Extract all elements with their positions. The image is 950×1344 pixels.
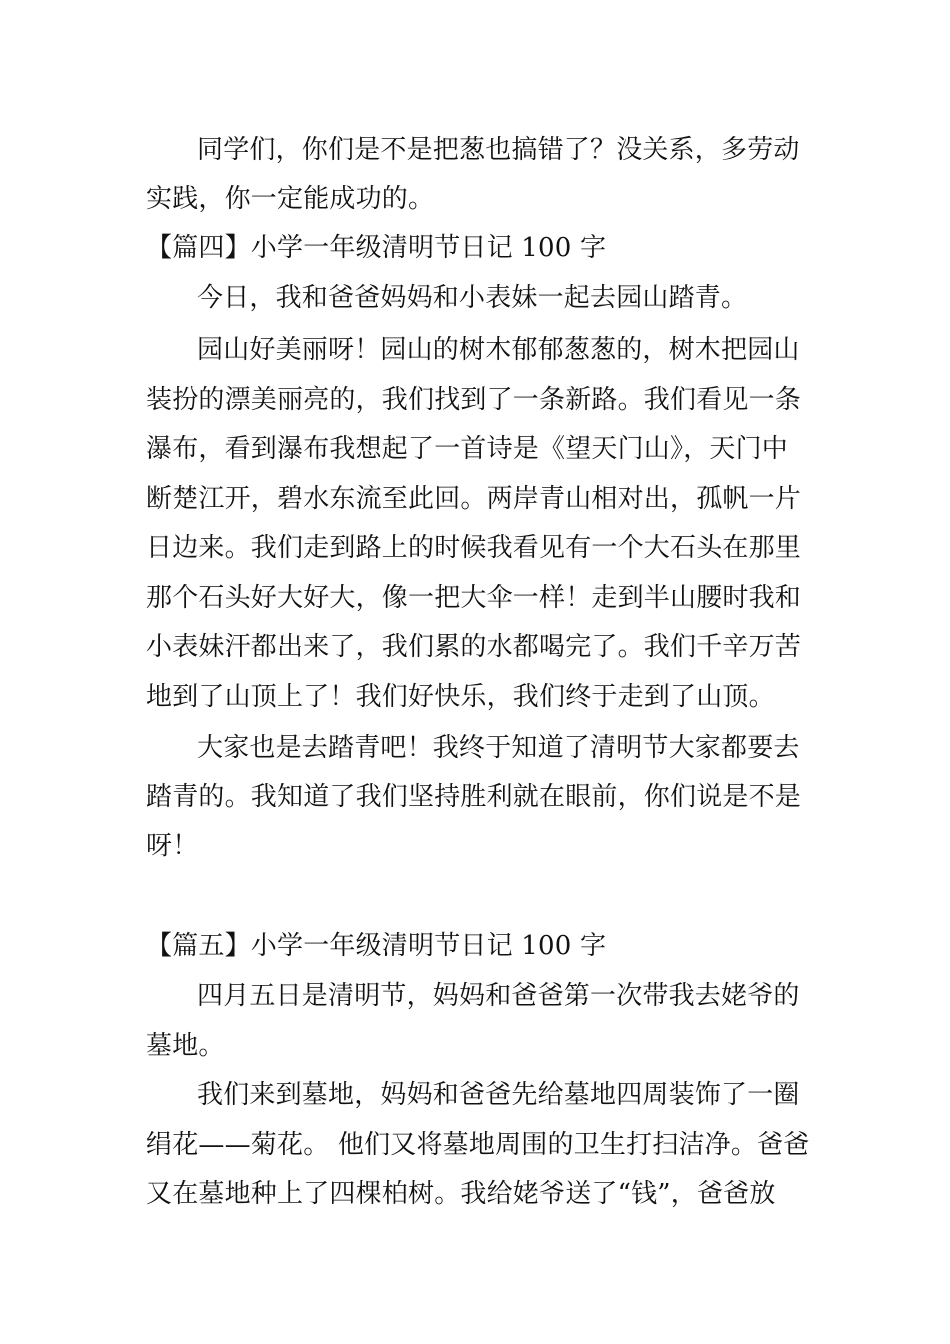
paragraph-line: 那个石头好大好大，像一把大伞一样！走到半山腰时我和 [146, 583, 802, 613]
paragraph-line: 断楚江开，碧水东流至此回。两岸青山相对出，孤帆一片 [146, 484, 802, 514]
paragraph-line: 日边来。我们走到路上的时候我看见有一个大石头在那里 [146, 533, 802, 563]
paragraph-line: 大家也是去踏青吧！我终于知道了清明节大家都要去 [197, 733, 800, 763]
paragraph-line: 装扮的漂美丽亮的，我们找到了一条新路。我们看见一条 [146, 385, 802, 415]
paragraph-line: 同学们，你们是不是把葱也搞错了？没关系，多劳动 [197, 135, 800, 165]
paragraph-line: 瀑布，看到瀑布我想起了一首诗是《望天门山》，天门中 [146, 434, 789, 464]
paragraph-line: 地到了山顶上了！我们好快乐，我们终于走到了山顶。 [146, 682, 775, 712]
paragraph-line: 四月五日是清明节，妈妈和爸爸第一次带我去姥爷的 [197, 981, 800, 1011]
paragraph-line: 实践，你一定能成功的。 [146, 184, 435, 214]
section-heading: 【篇四】小学一年级清明节日记 100 字 [146, 233, 607, 263]
paragraph-line: 今日，我和爸爸妈妈和小表妹一起去园山踏青。 [197, 283, 748, 313]
section-heading: 【篇五】小学一年级清明节日记 100 字 [146, 931, 607, 961]
paragraph-line: 我们来到墓地，妈妈和爸爸先给墓地四周装饰了一圈 [197, 1080, 800, 1110]
paragraph-line: 绢花——菊花。 他们又将墓地周围的卫生打扫洁净。爸爸 [146, 1130, 810, 1160]
paragraph-line: 又在墓地种上了四棵柏树。我给姥爷送了“钱”，爸爸放 [146, 1179, 776, 1209]
paragraph-line: 呀！ [146, 831, 199, 861]
paragraph-line: 踏青的。我知道了我们坚持胜利就在眼前，你们说是不是 [146, 782, 802, 812]
paragraph-line: 园山好美丽呀！园山的树木郁郁葱葱的，树木把园山 [197, 335, 800, 365]
paragraph-line: 墓地。 [146, 1031, 225, 1061]
paragraph-line: 小表妹汗都出来了，我们累的水都喝完了。我们千辛万苦 [146, 632, 802, 662]
